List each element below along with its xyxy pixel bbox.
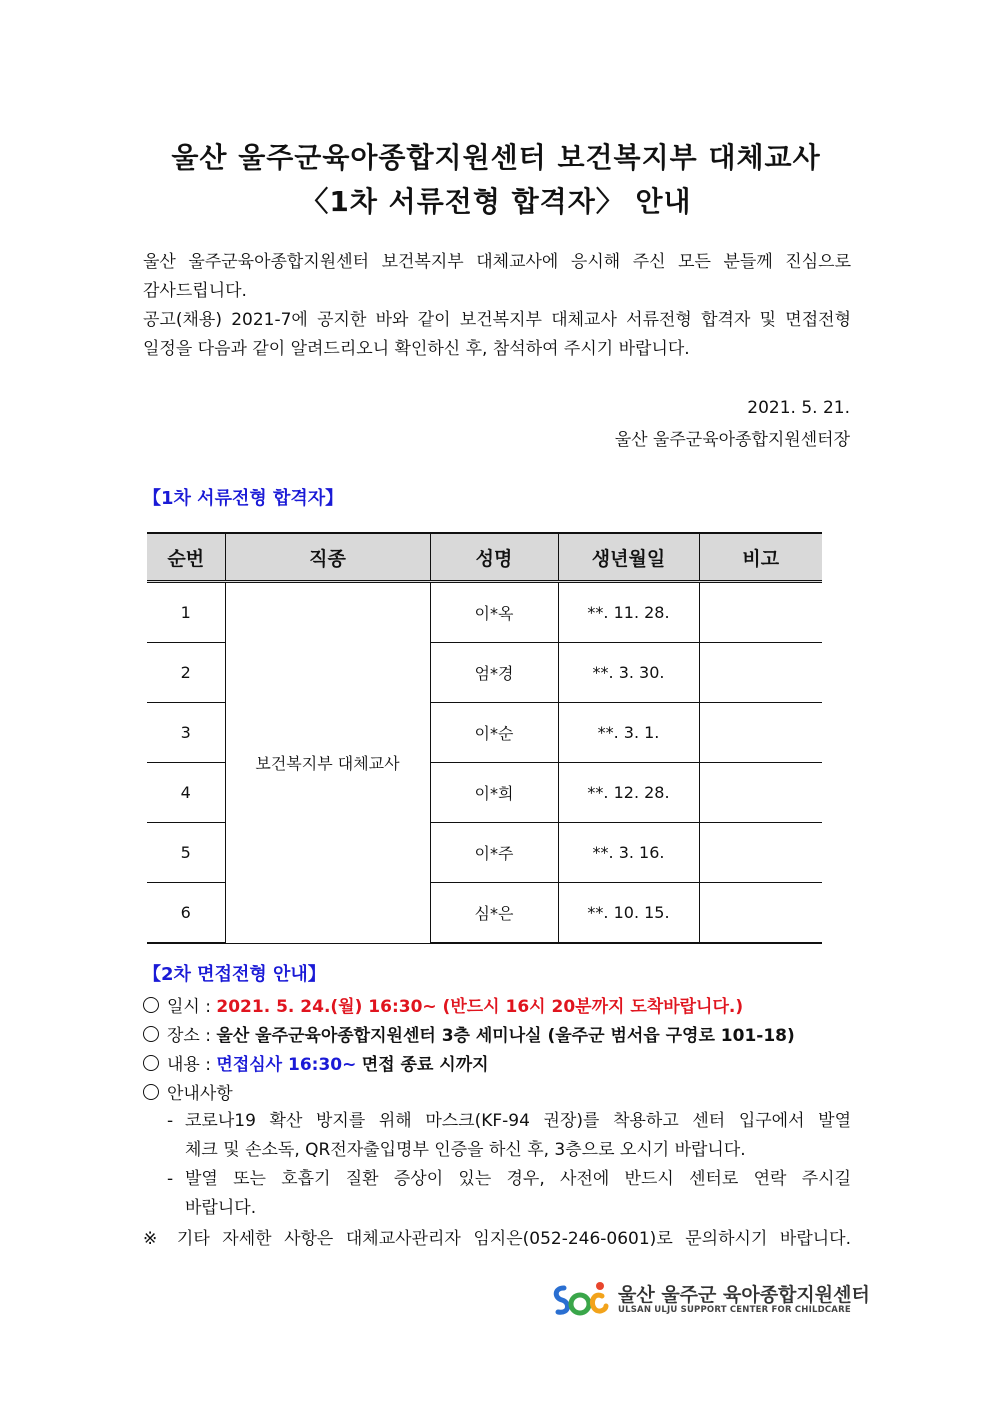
row-no: 3 [147,703,225,763]
header-no: 순번 [147,533,225,582]
intro-line-3: 공고(채용) 2021-7에 공지한 바와 같이 보건복지부 대체교사 서류전형 합격자 및 면접전형 [143,310,851,330]
notice-title: 안내사항 [167,1084,233,1104]
row-no: 5 [147,823,225,883]
notice-line [143,1079,233,1104]
announcement-date: 2021. 5. 21. [747,398,850,418]
row-name: 이*순 [430,703,558,763]
header-name: 성명 [430,533,558,582]
row-no: 2 [147,643,225,703]
center-logo [550,1280,870,1320]
circle-bullet-icon [143,1084,159,1100]
row-no: 4 [147,763,225,823]
row-name: 심*은 [430,883,558,944]
logo-subtitle: ULSAN ULJU SUPPORT CENTER FOR CHILDCARE [618,1305,851,1315]
notice-2-line-1: 발열 또는 호흡기 질환 증상이 있는 경우, 사전에 반드시 센터로 연락 주시길 [185,1169,851,1189]
row-birth: **. 11. 28. [558,582,699,643]
place-line [143,1021,795,1046]
notice-2-line-2: 바랍니다. [185,1198,257,1218]
row-note [699,643,822,703]
header-job: 직종 [225,533,430,582]
intro-line-1: 울산 울주군육아종합지원센터 보건복지부 대체교사에 응시해 주신 모든 분들께 진심으로 [143,252,851,272]
notice-item-2-cont [167,1194,851,1223]
notice-1-line-1: 코로나19 확산 방지를 위해 마스크(KF-94 권장)를 착용하고 센터 입구에서 발열 [185,1111,851,1131]
content-highlight: 면접심사 16:30~ [216,1055,357,1075]
job-cell: 보건복지부 대체교사 [225,582,430,944]
notice-1-line-2: 체크 및 손소독, QR전자출입명부 인증을 하신 후, 3층으로 오시기 바랍니다. [185,1140,746,1160]
row-name: 이*희 [430,763,558,823]
circle-bullet-icon [143,997,159,1013]
row-note [699,582,822,643]
notice-item-1 [167,1107,851,1136]
row-no: 6 [147,883,225,944]
header-note: 비고 [699,533,822,582]
circle-bullet-icon [143,1026,159,1042]
row-name: 이*옥 [430,582,558,643]
row-note [699,883,822,944]
content-rest: 면접 종료 시까지 [361,1055,489,1075]
content-line [143,1050,489,1075]
contact-footnote: ※ 기타 자세한 사항은 대체교사관리자 임지은(052-246-0601)로 문의하시기 바랍니다. [143,1229,851,1249]
row-name: 이*주 [430,823,558,883]
intro-line-4: 일정을 다음과 같이 알려드리오니 확인하신 후, 참석하여 주시기 바랍니다. [143,339,690,359]
row-birth: **. 3. 1. [558,703,699,763]
row-birth: **. 12. 28. [558,763,699,823]
intro-line-2: 감사드립니다. [143,281,247,301]
schedule-line [143,992,743,1017]
table-header-row [147,533,822,582]
table-row [147,582,822,643]
schedule-value: 2021. 5. 24.(월) 16:30~ (반드시 16시 20분까지 도착바랍니다.) [216,997,744,1017]
schedule-label: 일시 : [167,997,211,1017]
place-value: 울산 울주군육아종합지원센터 3층 세미나실 (울주군 범서읍 구영로 101-18) [216,1026,795,1046]
place-label: 장소 : [167,1026,211,1046]
document-title-line2: 〈1차 서류전형 합격자〉 안내 [300,185,692,218]
row-birth: **. 10. 15. [558,883,699,944]
notice-item-1-cont [167,1136,851,1165]
document-title-line1: 울산 울주군육아종합지원센터 보건복지부 대체교사 [171,141,821,174]
row-note [699,823,822,883]
logo-name: 울산 울주군 육아종합지원센터 [618,1284,870,1306]
notice-item-2 [167,1165,851,1194]
circle-bullet-icon [143,1055,159,1071]
section-title-interview: 【2차 면접전형 안내】 [143,964,326,985]
section-title-pass-list: 【1차 서류전형 합격자】 [143,488,344,509]
dash-bullet: - [167,1169,174,1189]
dash-bullet: - [167,1111,174,1131]
center-logo-icon [550,1280,612,1320]
row-note [699,703,822,763]
row-birth: **. 3. 30. [558,643,699,703]
row-note [699,763,822,823]
pass-list-table [147,532,822,944]
row-no: 1 [147,582,225,643]
content-label: 내용 : [167,1055,211,1075]
header-birth: 생년월일 [558,533,699,582]
row-birth: **. 3. 16. [558,823,699,883]
row-name: 엄*경 [430,643,558,703]
signature: 울산 울주군육아종합지원센터장 [614,430,850,450]
